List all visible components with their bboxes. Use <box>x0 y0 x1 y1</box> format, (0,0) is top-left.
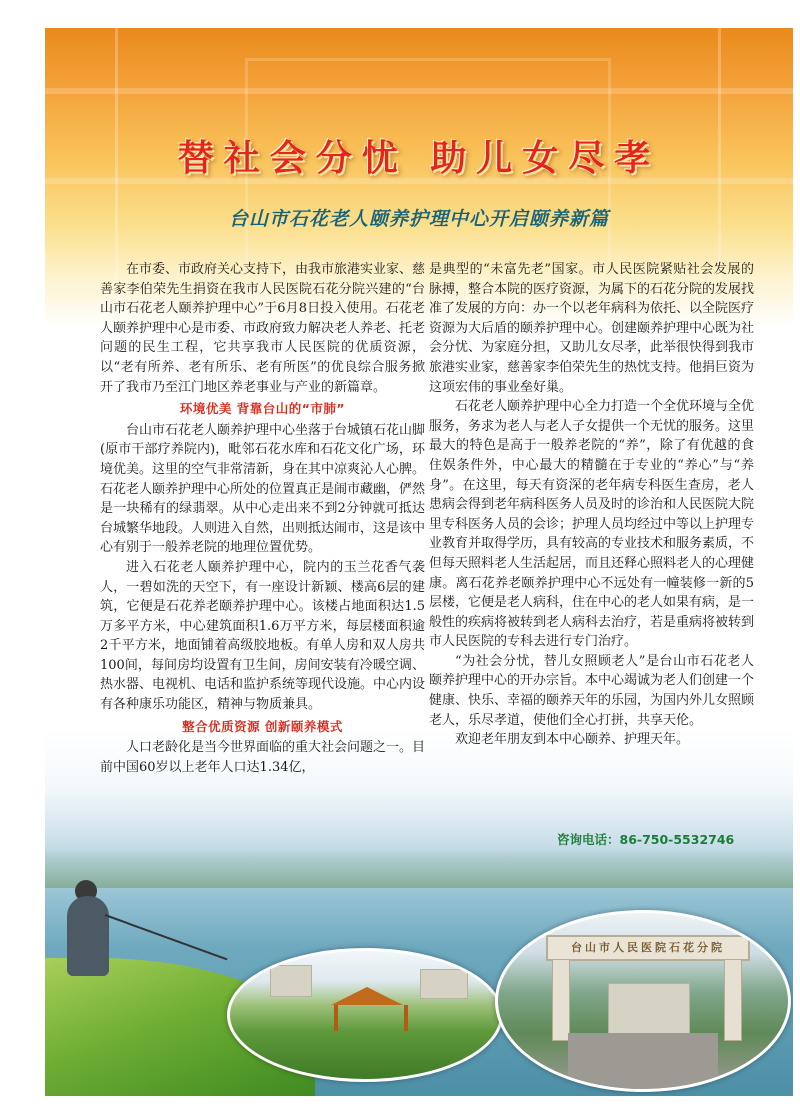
section-heading: 环境优美 背靠台山的“市肺” <box>179 401 346 417</box>
article-title: 替社会分忧 助儿女尽孝 <box>177 137 661 179</box>
contact-phone: 咨询电话：86-750-5532746 <box>557 832 735 847</box>
magazine-page <box>45 28 793 1096</box>
gate-road <box>568 1033 718 1089</box>
gate-sign: 台山市人民医院石花分院 <box>546 935 750 961</box>
paragraph: 在市委、市政府关心支持下，由我市旅港实业家、慈善家李伯荣先生捐资在我市人民医院石花分院兴建的“台山市石花老人颐养护理中心”于6月8日投入使用。石花老人颐养护理中心是市委、市政府致力解决老人养老、托老问题的民生工程，它共享我市人民医院的优质资源，以“老有所养、老有所乐、老有所医”的优良综合服务掀开了我市乃至江门地区养老事业与产业的新篇章。 <box>100 262 426 395</box>
hospital-gate-photo <box>495 910 791 1092</box>
garden-pavilion-photo <box>227 948 503 1082</box>
paragraph: 石花老人颐养护理中心全力打造一个全优环境与全优服务，务求为老人与老人子女提供一个无忧的服务。这里最大的特色是高于一般养老院的“养”，除了有优越的食住娱条件外，中心最大的精髓在于专业的“养心”与“养身”。在这里，每天有资深的老年病专科医生查房，老人患病会得到老年病科医务人员及时的诊治和人民医院大院里专科医务人员的会诊；护理人员均经过中等以上护理专业教育并取得学历，具有较高的专业技术和服务素质，不但每天照料老人生活起居，而且还释心照料老人的心理健康。离石花养老颐养护理中心不远处有一幢装修一新的5层楼，它便是老人病科，住在中心的老人如果有病，是一般性的疾病将被转到老人病科去治疗，若是重病将被转到市人民医院的专科去进行专门治疗。 <box>429 399 755 650</box>
pavilion-roof <box>322 987 412 1005</box>
paragraph: 欢迎老年朋友到本中心颐养、护理天年。 <box>455 732 690 748</box>
section-heading: 整合优质资源 创新颐养模式 <box>182 718 343 734</box>
fisherman-figure <box>67 896 109 976</box>
paragraph: 进入石花老人颐养护理中心，院内的玉兰花香气袭人，一碧如洗的天空下，有一座设计新颖、楼高6层的建筑，它便是石花养老颐养护理中心。该楼占地面积达1.5万多平方米，中心建筑面积1.6万平方米，每层楼面积逾2千平方米，地面铺着高级胶地板。有单人房和双人房共100间，每间房均设置有卫生间，房间安装有冷暖空调、热水器、电视机、电话和监护系统等现代设施。中心内设有各种康乐功能区，精神与物质兼具。 <box>100 559 426 713</box>
paragraph: 人口老龄化是当今世界面临的重大社会问题之一。目前中国60岁以上老年人口达1.34亿， <box>100 740 426 775</box>
pavilion <box>334 1005 408 1031</box>
building <box>420 969 468 999</box>
paragraph: “为社会分忧，替儿女照顾老人”是台山市石花老人颐养护理中心的开办宗旨。本中心竭诚为老人们创建一个健康、快乐、幸福的颐养天年的乐园，为国内外儿女照顾老人，乐尽孝道，使他们全心打拼，共享天伦。 <box>429 653 755 728</box>
gate-pillar <box>724 959 742 1041</box>
background-stripe <box>45 88 793 94</box>
building <box>608 983 690 1035</box>
right-text-column <box>429 260 754 750</box>
gate-pillar <box>552 959 570 1041</box>
paragraph: 是典型的“未富先老”国家。市人民医院紧贴社会发展的脉搏，整合本院的医疗资源，为属下的石花分院的发展找准了发展的方向：办一个以老年病科为依托、以全院医疗资源为大后盾的颐养护理中心。创建颐养护理中心既为社会分忧、为家庭分担，又助儿女尽孝，此举很快得到我市旅港实业家，慈善家李伯荣先生的热忱支持。他捐巨资为这项宏伟的事业垒好巢。 <box>429 262 755 395</box>
left-text-column <box>100 260 425 777</box>
building <box>270 965 312 997</box>
paragraph: 台山市石花老人颐养护理中心坐落于台城镇石花山脚(原市干部疗养院内)，毗邻石花水库和石花文化广场，环境优美。这里的空气非常清新，身在其中凉爽沁人心脾。石花老人颐养护理中心所处的位置真正是闹市藏幽，俨然是一块稀有的绿翡翠。从中心走出来不到2分钟就可抵达台城繁华地段。人则进入自然，出则抵达闹市，这是该中心有别于一般养老院的地理位置优势。 <box>100 422 426 556</box>
article-subtitle: 台山市石花老人颐养护理中心开启颐养新篇 <box>228 208 609 230</box>
